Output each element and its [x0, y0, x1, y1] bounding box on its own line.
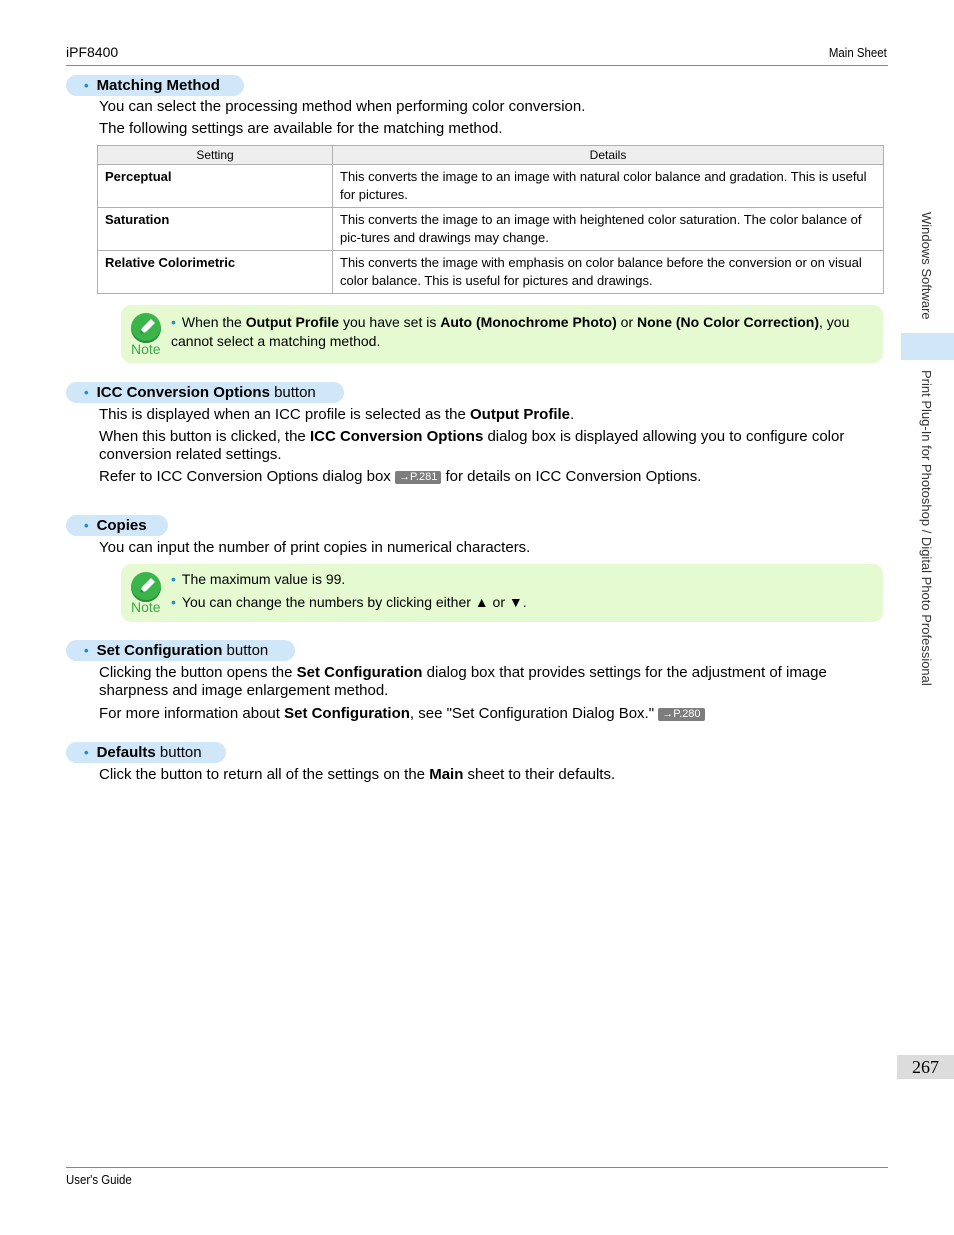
- bullet-icon: •: [84, 385, 89, 400]
- section-heading-icc-conversion-options: • ICC Conversion Options button: [66, 382, 344, 403]
- note-item-2: • You can change the numbers by clicking either ▲ or ▼.: [171, 594, 527, 610]
- table-header-details: Details: [333, 146, 884, 165]
- details-cell: This converts the image to an image with natural color balance and gradation. This is useful for pictures.: [333, 165, 884, 208]
- setting-cell: Relative Colorimetric: [98, 251, 333, 294]
- details-cell: This converts the image with emphasis on color balance before the conversion or on visual color balance. This is useful for pictures and drawings.: [333, 251, 884, 294]
- note-item-1: • The maximum value is 99.: [171, 571, 346, 587]
- note-label: Note: [131, 599, 161, 615]
- bullet-icon: •: [84, 518, 89, 533]
- footer-rule: [66, 1167, 888, 1168]
- sidebar-tab-windows-software[interactable]: Windows Software: [919, 212, 934, 320]
- page-number: 267: [897, 1055, 954, 1079]
- pencil-note-icon: [131, 572, 161, 602]
- section-heading-matching-method: • Matching Method: [66, 75, 244, 96]
- table-row: [98, 165, 884, 208]
- bullet-icon: •: [171, 314, 176, 330]
- section-heading-set-configuration: • Set Configuration button: [66, 640, 295, 661]
- details-cell: This converts the image to an image with heightened color saturation. The color balance of pic-tures and drawings may change.: [333, 208, 884, 251]
- header-section: Main Sheet: [829, 45, 887, 60]
- table-row: [98, 208, 884, 251]
- pencil-note-icon: [131, 313, 161, 343]
- note-text: • When the Output Profile you have set is Auto (Monochrome Photo) or None (No Color Correction), you cannot select a matching method.: [171, 314, 850, 349]
- bullet-icon: •: [171, 594, 176, 610]
- setconfig-paragraph-1: Clicking the button opens the Set Configuration dialog box that provides settings for the adjustment of image sharpness and image enlargement method.: [99, 664, 827, 699]
- bullet-icon: •: [84, 745, 89, 760]
- sidebar-active-marker: [901, 333, 954, 360]
- section-heading-copies: • Copies: [66, 515, 168, 536]
- matching-paragraph-2: The following settings are available for the matching method.: [99, 120, 503, 137]
- footer-guide-title: User's Guide: [66, 1172, 132, 1187]
- table-header-setting: Setting: [98, 146, 333, 165]
- icc-paragraph-1: This is displayed when an ICC profile is selected as the Output Profile.: [99, 406, 575, 423]
- setting-cell: Saturation: [98, 208, 333, 251]
- table-row: [98, 251, 884, 294]
- section-heading-defaults: • Defaults button: [66, 742, 226, 763]
- header-rule: [66, 65, 888, 66]
- defaults-paragraph-1: Click the button to return all of the settings on the Main sheet to their defaults.: [99, 766, 616, 783]
- page-link-280[interactable]: →P.280: [658, 708, 704, 721]
- header-model: iPF8400: [66, 44, 119, 60]
- icc-paragraph-2: When this button is clicked, the ICC Conversion Options dialog box is displayed allowing you to configure color conversion related settings.: [99, 428, 845, 463]
- note-box-matching: [121, 305, 883, 363]
- bullet-icon: •: [171, 571, 176, 587]
- copies-paragraph-1: You can input the number of print copies in numerical characters.: [99, 539, 531, 556]
- note-box-copies: [121, 564, 883, 622]
- page-link-281[interactable]: →P.281: [395, 471, 441, 484]
- bullet-icon: •: [84, 643, 89, 658]
- matching-paragraph-1: You can select the processing method when performing color conversion.: [99, 98, 586, 115]
- setting-cell: Perceptual: [98, 165, 333, 208]
- matching-method-table: [97, 145, 884, 294]
- setconfig-paragraph-2: For more information about Set Configuration, see "Set Configuration Dialog Box." →P.280: [99, 705, 889, 723]
- sidebar-tab-print-plugin[interactable]: Print Plug-In for Photoshop / Digital Photo Professional: [919, 370, 934, 686]
- icc-paragraph-3: Refer to ICC Conversion Options dialog box →P.281 for details on ICC Conversion Options.: [99, 468, 702, 485]
- note-label: Note: [131, 341, 161, 357]
- bullet-icon: •: [84, 78, 89, 93]
